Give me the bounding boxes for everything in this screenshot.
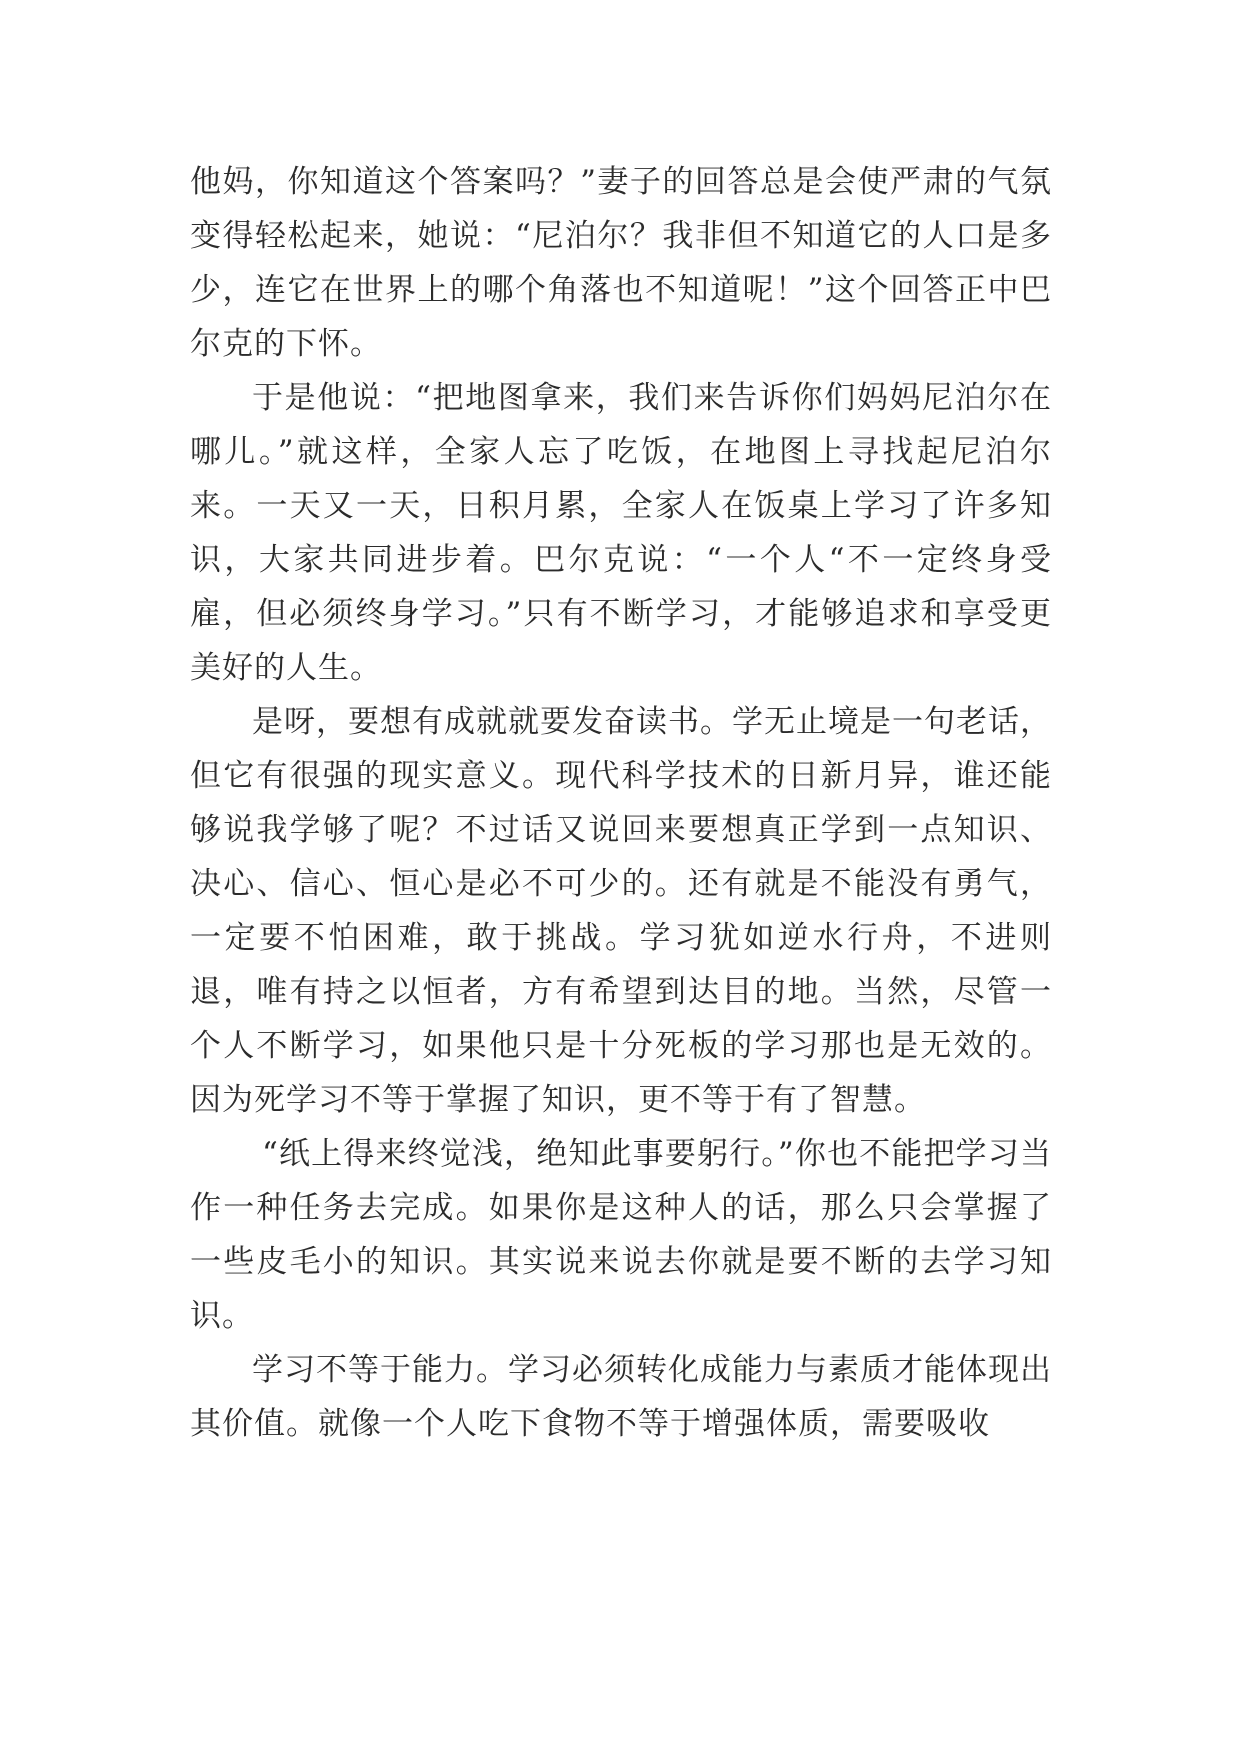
paragraph-4: “纸上得来终觉浅，绝知此事要躬行。”你也不能把学习当作一种任务去完成。如果你是这种人的话，那么只会掌握了一些皮毛小的知识。其实说来说去你就是要不断的去学习知识。 [190, 1136, 1052, 1334]
paragraph-1: 他妈，你知道这个答案吗？”妻子的回答总是会使严肃的气氛变得轻松起来，她说：“尼泊尔？我非但不知道它的人口是多少，连它在世界上的哪个角落也不知道呢！”这个回答正中巴尔克的下怀。 [190, 164, 1052, 362]
document-body [190, 155, 1052, 1451]
paragraph-3: 是呀，要想有成就就要发奋读书。学无止境是一句老话，但它有很强的现实意义。现代科学技术的日新月异，谁还能够说我学够了呢？不过话又说回来要想真正学到一点知识、决心、信心、恒心是必不可少的。还有就是不能没有勇气，一定要不怕困难，敢于挑战。学习犹如逆水行舟，不进则退，唯有持之以恒者，方有希望到达目的地。当然，尽管一个人不断学习，如果他只是十分死板的学习那也是无效的。因为死学习不等于掌握了知识，更不等于有了智慧。 [190, 704, 1052, 1118]
paragraph-5: 学习不等于能力。学习必须转化成能力与素质才能体现出其价值。就像一个人吃下食物不等于增强体质，需要吸收 [190, 1352, 1052, 1442]
paragraph-2: 于是他说：“把地图拿来，我们来告诉你们妈妈尼泊尔在哪儿。”就这样，全家人忘了吃饭，在地图上寻找起尼泊尔来。一天又一天，日积月累，全家人在饭桌上学习了许多知识，大家共同进步着。巴尔克说：“一个人“不一定终身受雇，但必须终身学习。”只有不断学习，才能够追求和享受更美好的人生。 [190, 380, 1052, 686]
